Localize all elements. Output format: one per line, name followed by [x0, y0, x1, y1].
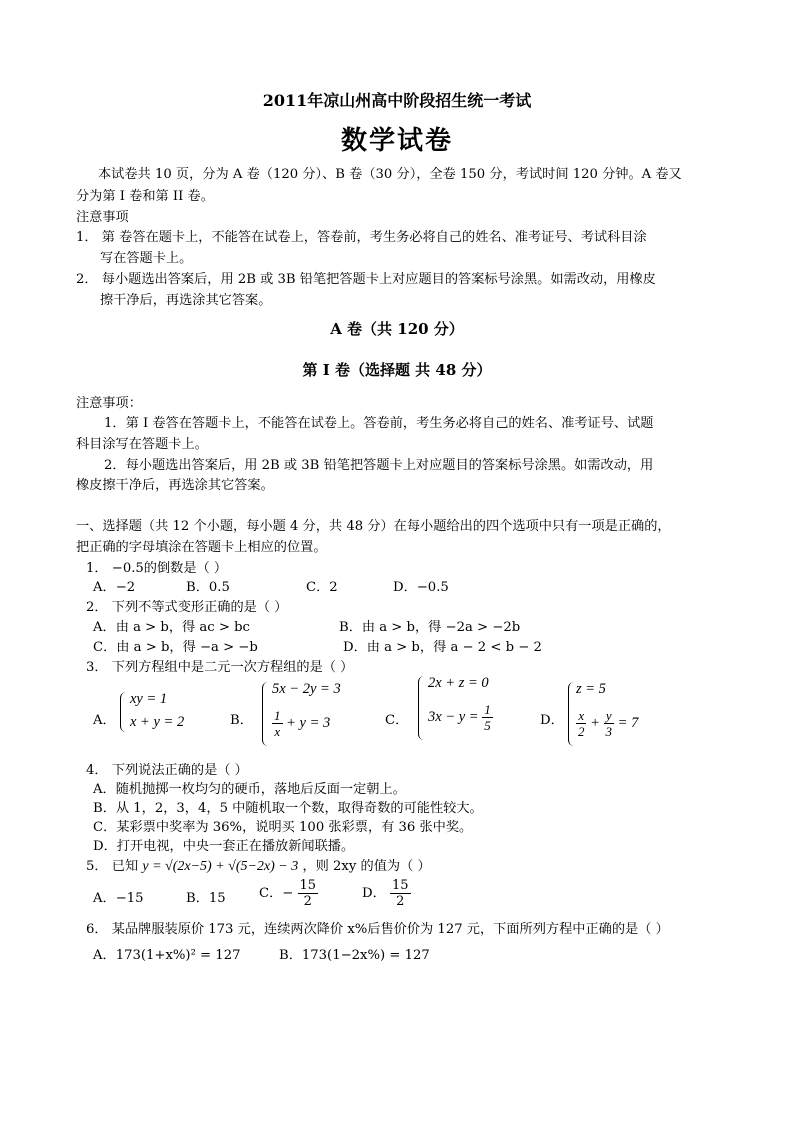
- q3-option-a-label: A．: [93, 713, 116, 728]
- q1-option-b: B．0.5: [186, 580, 230, 595]
- q3-c-eq2: [428, 702, 493, 733]
- q3-a-eq1: xy = 1: [130, 691, 168, 707]
- q3-a-eq2: x + y = 2: [130, 714, 185, 730]
- section-a-heading: A 卷（共 120 分）: [330, 320, 464, 338]
- q4-stem: 4． 下列说法正确的是（ ）: [86, 763, 248, 778]
- q3-d-frac2-num: y: [605, 708, 612, 723]
- q2-option-c: C．由 a > b，得 −a > −b: [93, 640, 258, 655]
- q6-stem: 6． 某品牌服装原价 173 元，连续两次降价 x%后售价价为 127 元，下面所列方程中正确的是（ ）: [86, 922, 669, 937]
- exam-header: 2011年凉山州高中阶段招生统一考试: [262, 91, 532, 110]
- q5-option-d: [362, 878, 411, 909]
- q5-stem-pre: 5． 已知: [86, 859, 139, 874]
- page-title: 数学试卷: [340, 126, 453, 156]
- q3-d-brace: [568, 682, 574, 746]
- q1-option-c: C．2: [306, 580, 338, 595]
- note-2a: 2． 每小题选出答案后，用 2B 或 3B 铅笔把答题卡上对应题目的答案标号涂黑。如需改动，用橡皮: [76, 272, 656, 287]
- q2-option-b: B．由 a > b，得 −2a > −2b: [339, 620, 521, 635]
- q3-b-brace: [262, 682, 268, 746]
- q3-option-b-label: B．: [230, 713, 253, 728]
- q3-c-frac-num: 1: [484, 702, 491, 717]
- q1-stem: 1． −0.5的倒数是（ ）: [86, 561, 228, 576]
- q3-c-brace: [418, 676, 424, 740]
- intro-line-2: 分为第 I 卷和第 II 卷。: [76, 189, 214, 204]
- q3-d-eq2-rest: = 7: [617, 714, 639, 731]
- q3-b-eq2-rest: + y = 3: [286, 714, 331, 731]
- q3-option-c-label: C．: [385, 713, 409, 728]
- q3-c-eq2-lhs: 3x − y =: [428, 708, 479, 725]
- intro-line-1: 本试卷共 10 页，分为 A 卷（120 分）、B 卷（30 分），全卷 150 分，考试时间 120 分钟。A 卷又: [98, 167, 682, 182]
- q3-d-eq1: z = 5: [576, 681, 606, 697]
- q3-b-eq1: 5x − 2y = 3: [272, 681, 341, 697]
- section-1-line-2: 把正确的字母填涂在答题卡上相应的位置。: [76, 540, 327, 555]
- q5-option-c: [259, 878, 318, 909]
- q4-option-b: B．从 1，2，3，4，5 中随机取一个数，取得奇数的可能性较大。: [93, 801, 483, 816]
- q6-option-a: A．173(1+x%)² = 127: [93, 948, 241, 963]
- q5-equation: y = √(2x−5) + √(5−2x) − 3: [142, 859, 299, 874]
- note-1a: 1． 第 卷答在题卡上，不能答在试卷上，答卷前，考生务必将自己的姓名、准考证号、考试科目涂: [76, 230, 647, 245]
- q3-c-eq1: 2x + z = 0: [428, 675, 489, 691]
- q3-d-frac2-den: 3: [605, 724, 613, 739]
- q3-b-frac-den: x: [274, 724, 281, 739]
- q5-stem-post: ，则 2xy 的值为（ ）: [302, 859, 431, 874]
- part-1-heading: 第 I 卷（选择题 共 48 分）: [302, 361, 492, 379]
- q3-d-frac1-num: x: [578, 708, 585, 723]
- q4-option-c: C．某彩票中奖率为 36%，说明买 100 张彩票，有 36 张中奖。: [93, 820, 473, 835]
- note-2b: 擦干净后，再选涂其它答案。: [100, 293, 272, 308]
- notes2-2b: 橡皮擦干净后，再选涂其它答案。: [76, 478, 274, 493]
- q4-option-d: D．打开电视，中央一套正在播放新闻联播。: [93, 839, 355, 854]
- q3-c-frac-den: 5: [484, 718, 491, 733]
- q3-d-frac1-den: 2: [578, 724, 585, 739]
- q5-option-d-label: D．: [362, 886, 386, 901]
- notes-title: 注意事项: [76, 210, 129, 225]
- q3-option-d-label: D．: [540, 713, 564, 728]
- q2-stem: 2． 下列不等式变形正确的是（ ）: [86, 600, 288, 615]
- q5-c-den: 2: [303, 894, 312, 909]
- q2-option-a: A．由 a > b，得 ac > bc: [93, 620, 250, 635]
- q2-option-d: D．由 a > b，得 a − 2 < b − 2: [343, 640, 542, 655]
- q1-option-d: D．−0.5: [393, 580, 449, 595]
- q5-option-a: A．−15: [93, 891, 144, 906]
- note-1b: 写在答题卡上。: [100, 251, 193, 266]
- q1-option-a: A．−2: [93, 580, 136, 595]
- q5-option-b: B．15: [186, 891, 226, 906]
- q4-option-a: A．随机抛掷一枚均匀的硬币，落地后反面一定朝上。: [93, 782, 406, 797]
- q3-d-plus: +: [590, 714, 600, 731]
- notes2-1b: 科目涂写在答题卡上。: [76, 437, 208, 452]
- q3-b-frac-num: 1: [274, 708, 281, 723]
- q3-stem: 3． 下列方程组中是二元一次方程组的是（ ）: [86, 660, 354, 675]
- q5-c-num: 15: [299, 878, 317, 893]
- q5-option-c-label: C．−: [259, 886, 294, 901]
- q3-d-eq2: [576, 708, 638, 739]
- q5-d-den: 2: [396, 894, 405, 909]
- notes2-2a: 2．每小题选出答案后，用 2B 或 3B 铅笔把答题卡上对应题目的答案标号涂黑。如需改动，用: [104, 458, 654, 473]
- notes2-1a: 1．第 I 卷答在答题卡上，不能答在试卷上。答卷前，考生务必将自己的姓名、准考证号、试题: [104, 416, 654, 431]
- section-1-line-1: 一、选择题（共 12 个小题，每小题 4 分，共 48 分）在每小题给出的四个选项中只有一项是正确的，: [76, 519, 671, 534]
- notes2-title: 注意事项：: [76, 396, 142, 411]
- q6-option-b: B．173(1−2x%) = 127: [279, 948, 430, 963]
- q3-a-brace: [120, 692, 126, 732]
- q5-d-num: 15: [391, 878, 409, 893]
- q5-stem: [86, 855, 431, 875]
- q3-b-eq2: [272, 708, 330, 739]
